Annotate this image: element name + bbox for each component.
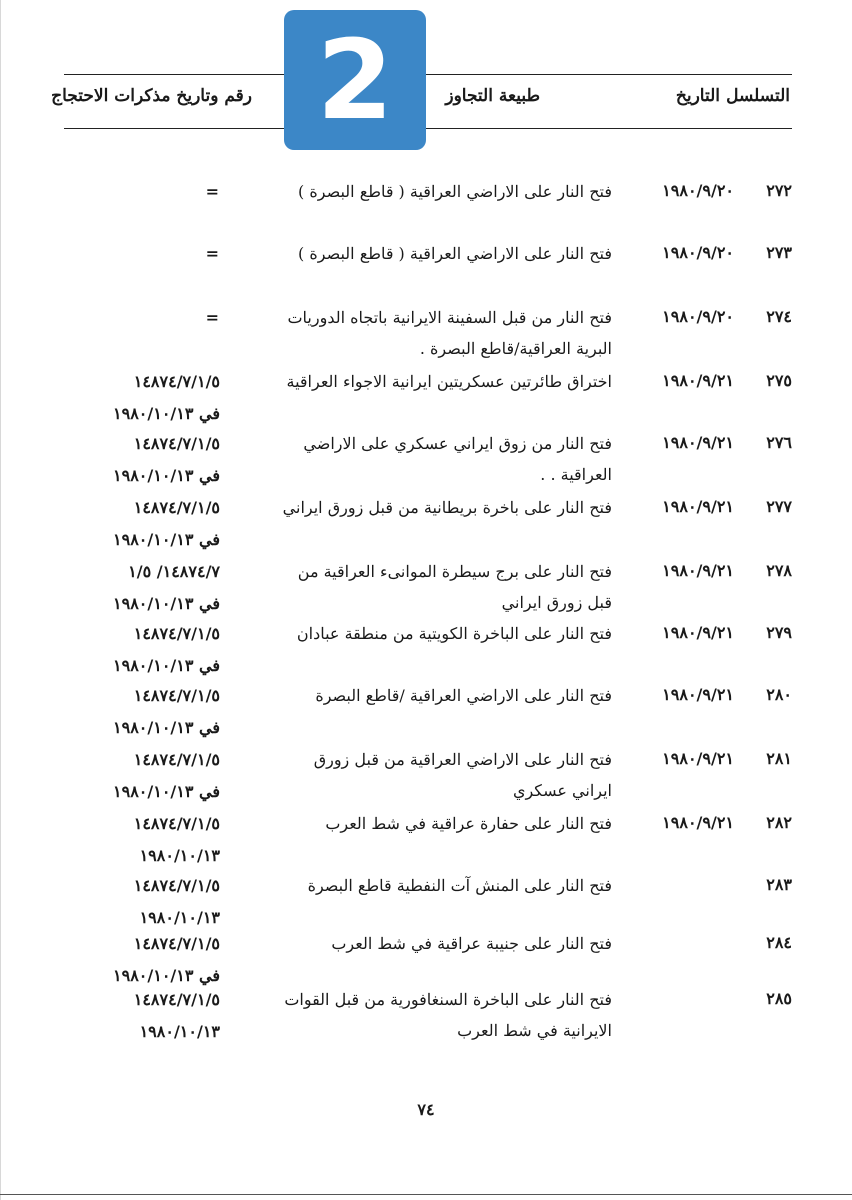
row-description: فتح النار على برج سيطرة الموانىء العراقية من قبل زورق ايراني [297, 562, 612, 612]
ref-date: في ١٩٨٠/١٠/١٣ [113, 782, 220, 801]
row-date: ١٩٨٠/٩/٢١ [662, 433, 734, 452]
ref-number: ١٤٨٧٤/٧/١/٥ [133, 434, 220, 453]
row-date: ١٩٨٠/٩/٢١ [662, 561, 734, 580]
row-description: فتح النار على حفارة عراقية في شط العرب [325, 814, 612, 833]
row-description: فتح النار على الاراضي العراقية ( قاطع البصرة ) [298, 182, 612, 201]
row-reference [80, 366, 220, 430]
ref-number: ١٤٨٧٤/٧/١/٥ [133, 498, 220, 517]
row-date: ١٩٨٠/٩/٢١ [662, 623, 734, 642]
row-reference [80, 984, 220, 1048]
row-description: فتح النار على المنش آت النفطية قاطع البصرة [307, 876, 612, 895]
ref-number: ١٤٨٧٤/٧/١/٥ [133, 750, 220, 769]
header-memo: رقم وتاريخ مذكرات الاحتجاج [51, 86, 252, 106]
row-description: فتح النار على جنيبة عراقية في شط العرب [331, 934, 612, 953]
row-description: فتح النار على الاراضي العراقية من قبل زورق ايراني عسكري [313, 750, 612, 800]
row-description: اختراق طائرتين عسكريتين ايرانية الاجواء العراقية [286, 372, 612, 391]
chapter-badge [284, 10, 426, 150]
row-date: ١٩٨٠/٩/٢١ [662, 371, 734, 390]
row-reference [80, 744, 220, 808]
row-serial: ٢٨١ [766, 749, 792, 768]
ref-number: ١٤٨٧٤/٧/١/٥ [133, 624, 220, 643]
ref-number: ١٤٨٧٤/٧/١/٥ [133, 686, 220, 705]
row-reference [80, 238, 220, 270]
row-serial: ٢٨٢ [766, 813, 792, 832]
row-reference [80, 428, 220, 492]
row-serial: ٢٧٢ [766, 181, 792, 200]
ref-number: ١٤٨٧٤/٧/١/٥ [133, 814, 220, 833]
header-top-rule [64, 74, 792, 75]
bottom-rule [0, 1194, 852, 1195]
ref-number: ١٤٨٧٤/٧/١/٥ [133, 876, 220, 895]
header-serial: التسلسل [726, 86, 790, 106]
ref-number: = [205, 244, 220, 263]
ref-number: ١٤٨٧٤/٧/١/٥ [133, 372, 220, 391]
row-reference [80, 870, 220, 934]
row-reference [80, 556, 220, 620]
ref-date: ١٩٨٠/١٠/١٣ [139, 846, 220, 865]
row-description: فتح النار على الباخرة السنغافورية من قبل القوات الايرانية في شط العرب [284, 990, 612, 1040]
row-reference [80, 492, 220, 556]
row-serial: ٢٨٥ [766, 989, 792, 1008]
ref-number: = [205, 182, 220, 201]
ref-date: ١٩٨٠/١٠/١٣ [139, 908, 220, 927]
ref-date: ١٩٨٠/١٠/١٣ [139, 1022, 220, 1041]
row-reference [80, 928, 220, 992]
ref-date: في ١٩٨٠/١٠/١٣ [113, 966, 220, 985]
ref-number: ١٤٨٧٤/٧/ ١/٥ [128, 562, 220, 581]
row-description: فتح النار من قبل السفينة الايرانية باتجاه الدوريات البرية العراقية/قاطع البصرة . [287, 308, 612, 358]
row-date: ١٩٨٠/٩/٢٠ [662, 307, 734, 326]
header-bottom-rule [64, 128, 792, 129]
ref-date: في ١٩٨٠/١٠/١٣ [113, 656, 220, 675]
row-description: فتح النار من زوق ايراني عسكري على الاراضي العراقية . . [303, 434, 612, 484]
row-serial: ٢٨٠ [766, 685, 792, 704]
row-serial: ٢٧٤ [766, 307, 792, 326]
row-description: فتح النار على باخرة بريطانية من قبل زورق ايراني [282, 498, 612, 517]
row-reference [80, 618, 220, 682]
row-serial: ٢٨٣ [766, 875, 792, 894]
row-reference [80, 680, 220, 744]
ref-date: في ١٩٨٠/١٠/١٣ [113, 718, 220, 737]
ref-number: ١٤٨٧٤/٧/١/٥ [133, 934, 220, 953]
row-date: ١٩٨٠/٩/٢١ [662, 813, 734, 832]
chapter-number: 2 [316, 16, 394, 144]
row-serial: ٢٧٥ [766, 371, 792, 390]
header-date: التاريخ [675, 86, 720, 106]
row-date: ١٩٨٠/٩/٢١ [662, 749, 734, 768]
row-description: فتح النار على الاراضي العراقية ( قاطع البصرة ) [298, 244, 612, 263]
ref-date: في ١٩٨٠/١٠/١٣ [113, 404, 220, 423]
row-reference [80, 176, 220, 208]
row-serial: ٢٧٨ [766, 561, 792, 580]
header-nature: طبيعة التجاوز [445, 86, 540, 106]
ref-number: = [205, 308, 220, 327]
row-serial: ٢٧٣ [766, 243, 792, 262]
row-description: فتح النار على الاراضي العراقية /قاطع البصرة [315, 686, 612, 705]
row-date: ١٩٨٠/٩/٢٠ [662, 243, 734, 262]
ref-number: ١٤٨٧٤/٧/١/٥ [133, 990, 220, 1009]
row-reference [80, 808, 220, 872]
row-date: ١٩٨٠/٩/٢١ [662, 685, 734, 704]
page-number: ٧٤ [417, 1100, 435, 1119]
row-reference [80, 302, 220, 334]
row-date: ١٩٨٠/٩/٢٠ [662, 181, 734, 200]
ref-date: في ١٩٨٠/١٠/١٣ [113, 466, 220, 485]
row-serial: ٢٧٦ [766, 433, 792, 452]
ref-date: في ١٩٨٠/١٠/١٣ [113, 530, 220, 549]
ref-date: في ١٩٨٠/١٠/١٣ [113, 594, 220, 613]
row-serial: ٢٨٤ [766, 933, 792, 952]
row-serial: ٢٧٧ [766, 497, 792, 516]
row-description: فتح النار على الباخرة الكويتية من منطقة عبادان [296, 624, 612, 643]
row-serial: ٢٧٩ [766, 623, 792, 642]
row-date: ١٩٨٠/٩/٢١ [662, 497, 734, 516]
